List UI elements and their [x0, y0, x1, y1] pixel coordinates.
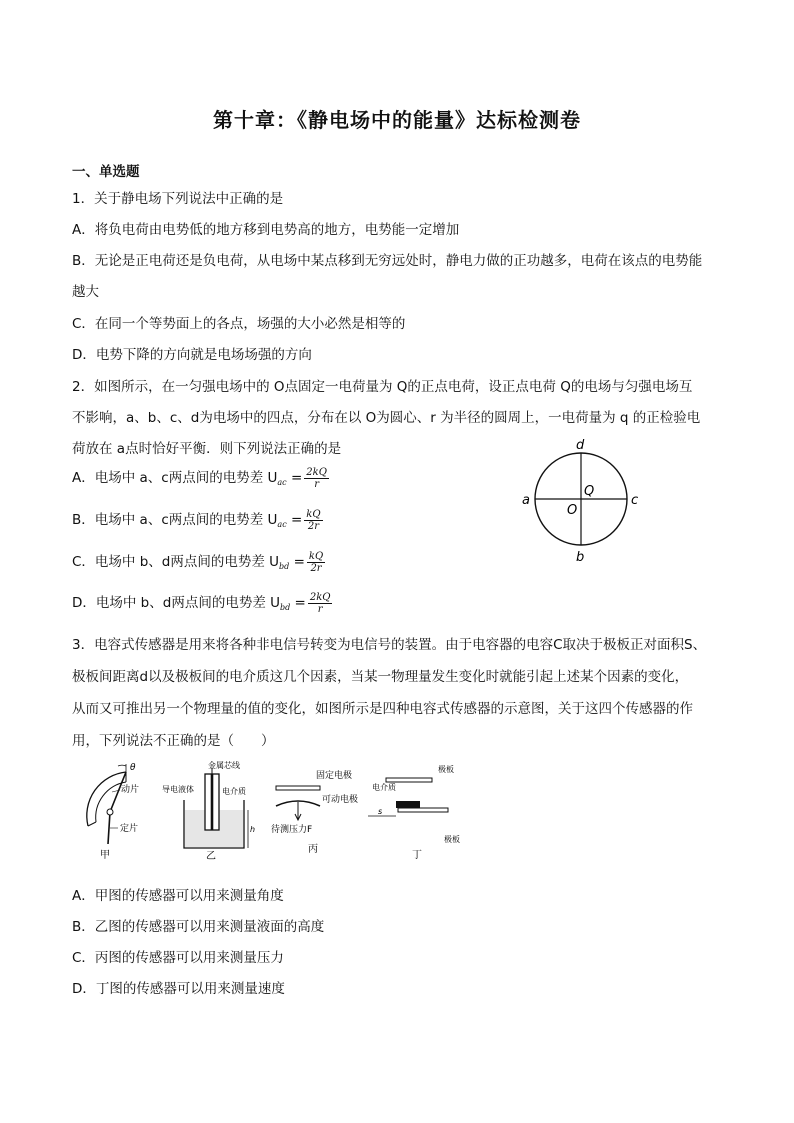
- q3-stem-line1: 3．电容式传感器是用来将各种非电信号转变为电信号的装置。由于电容器的电容C取决于极板正对面积S、: [72, 637, 707, 653]
- ding-plate-bottom-label: 极板: [444, 835, 460, 844]
- section-heading: 一、单选题: [72, 164, 140, 180]
- label-d: d: [576, 438, 585, 453]
- sensor-ding: [368, 764, 460, 861]
- q1-option-b: B．无论是正电荷还是负电荷，从电场中某点移到无穷远处时，静电力做的正功越多，电荷在该点的电势能: [72, 253, 703, 269]
- yi-h: h: [250, 825, 256, 834]
- q2-stem-line2: 不影响，a、b、c、d为电场中的四点，分布在以 O为圆心、r 为半径的圆周上，一电荷量为 q 的正检验电: [72, 410, 701, 426]
- q3-option-d: D．丁图的传感器可以用来测量速度: [72, 981, 285, 997]
- q1-stem: 1．关于静电场下列说法中正确的是: [72, 191, 284, 207]
- bing-name: 丙: [308, 844, 318, 855]
- q2-option-d: D．电场中 b、d两点间的电势差 $U_{bd}$ = $\frac{2kQ}{r}$: [72, 591, 331, 615]
- jia-theta: θ: [130, 763, 136, 773]
- page-title: 第十章：《静电场中的能量》达标检测卷: [213, 108, 581, 132]
- q3-stem-line2: 极板间距离d以及极板间的电介质这几个因素，当某一物理量发生变化时就能引起上述某个因素的变化，: [72, 669, 689, 685]
- label-Q: Q: [584, 484, 595, 499]
- q2-stem-line1: 2．如图所示，在一匀强电场中的 O点固定一电荷量为 Q的正点电荷，设正点电荷 Q的电场与匀强电场互: [72, 379, 693, 395]
- jia-moving-label: 动片: [121, 785, 140, 795]
- label-b: b: [576, 550, 585, 565]
- q3-option-c: C．丙图的传感器可以用来测量压力: [72, 950, 284, 966]
- sensor-yi: [162, 760, 255, 862]
- label-a: a: [522, 493, 530, 508]
- q2-option-a: A．电场中 a、c两点间的电势差 $U_{ac}$ = $\frac{2kQ}{r}$: [72, 466, 327, 490]
- q1-option-a: A．将负电荷由电势低的地方移到电势高的地方，电势能一定增加: [72, 222, 460, 238]
- bing-movable-label: 可动电极: [322, 795, 359, 805]
- q2-stem-line3: 荷放在 a点时恰好平衡．则下列说法正确的是: [72, 441, 342, 457]
- sensor-figure: [68, 760, 468, 865]
- jia-fixed-label: 定片: [120, 824, 139, 834]
- q3-option-b: B．乙图的传感器可以用来测量液面的高度: [72, 919, 325, 935]
- ding-dielectric-label: 电介质: [372, 783, 396, 792]
- q1-option-c: C．在同一个等势面上的各点，场强的大小必然是相等的: [72, 316, 406, 332]
- sensor-bing: [271, 769, 358, 855]
- bing-force-label: 待测压力F: [271, 825, 313, 835]
- q1-option-b-cont: 越大: [72, 284, 99, 300]
- circle-figure: [518, 436, 648, 566]
- yi-name: 乙: [206, 851, 216, 862]
- ding-name: 丁: [412, 850, 422, 861]
- q2-option-c: C．电场中 b、d两点间的电势差 $U_{bd}$ = $\frac{kQ}{2r}$: [72, 550, 324, 574]
- q3-stem-line3: 从而又可推出另一个物理量的值的变化，如图所示是四种电容式传感器的示意图，关于这四个传感器的作: [72, 701, 693, 717]
- yi-dielectric-label: 电介质: [222, 787, 246, 796]
- yi-liquid-label: 导电液体: [162, 785, 194, 794]
- ding-plate-top-label: 极板: [438, 765, 454, 774]
- label-c: c: [631, 493, 639, 508]
- q2-option-b: B．电场中 a、c两点间的电势差 $U_{ac}$ = $\frac{kQ}{2r}$: [72, 508, 321, 532]
- q1-option-d: D．电势下降的方向就是电场场强的方向: [72, 347, 312, 363]
- label-O: O: [567, 503, 578, 518]
- q3-stem-line4: 用，下列说法不正确的是（ ）: [72, 733, 275, 749]
- yi-core-label: 金属芯线: [208, 761, 240, 770]
- bing-fixed-label: 固定电极: [316, 771, 353, 781]
- sensor-jia: [87, 763, 139, 861]
- ding-s: s: [378, 807, 383, 816]
- jia-name: 甲: [100, 850, 110, 861]
- q3-option-a: A．甲图的传感器可以用来测量角度: [72, 888, 284, 904]
